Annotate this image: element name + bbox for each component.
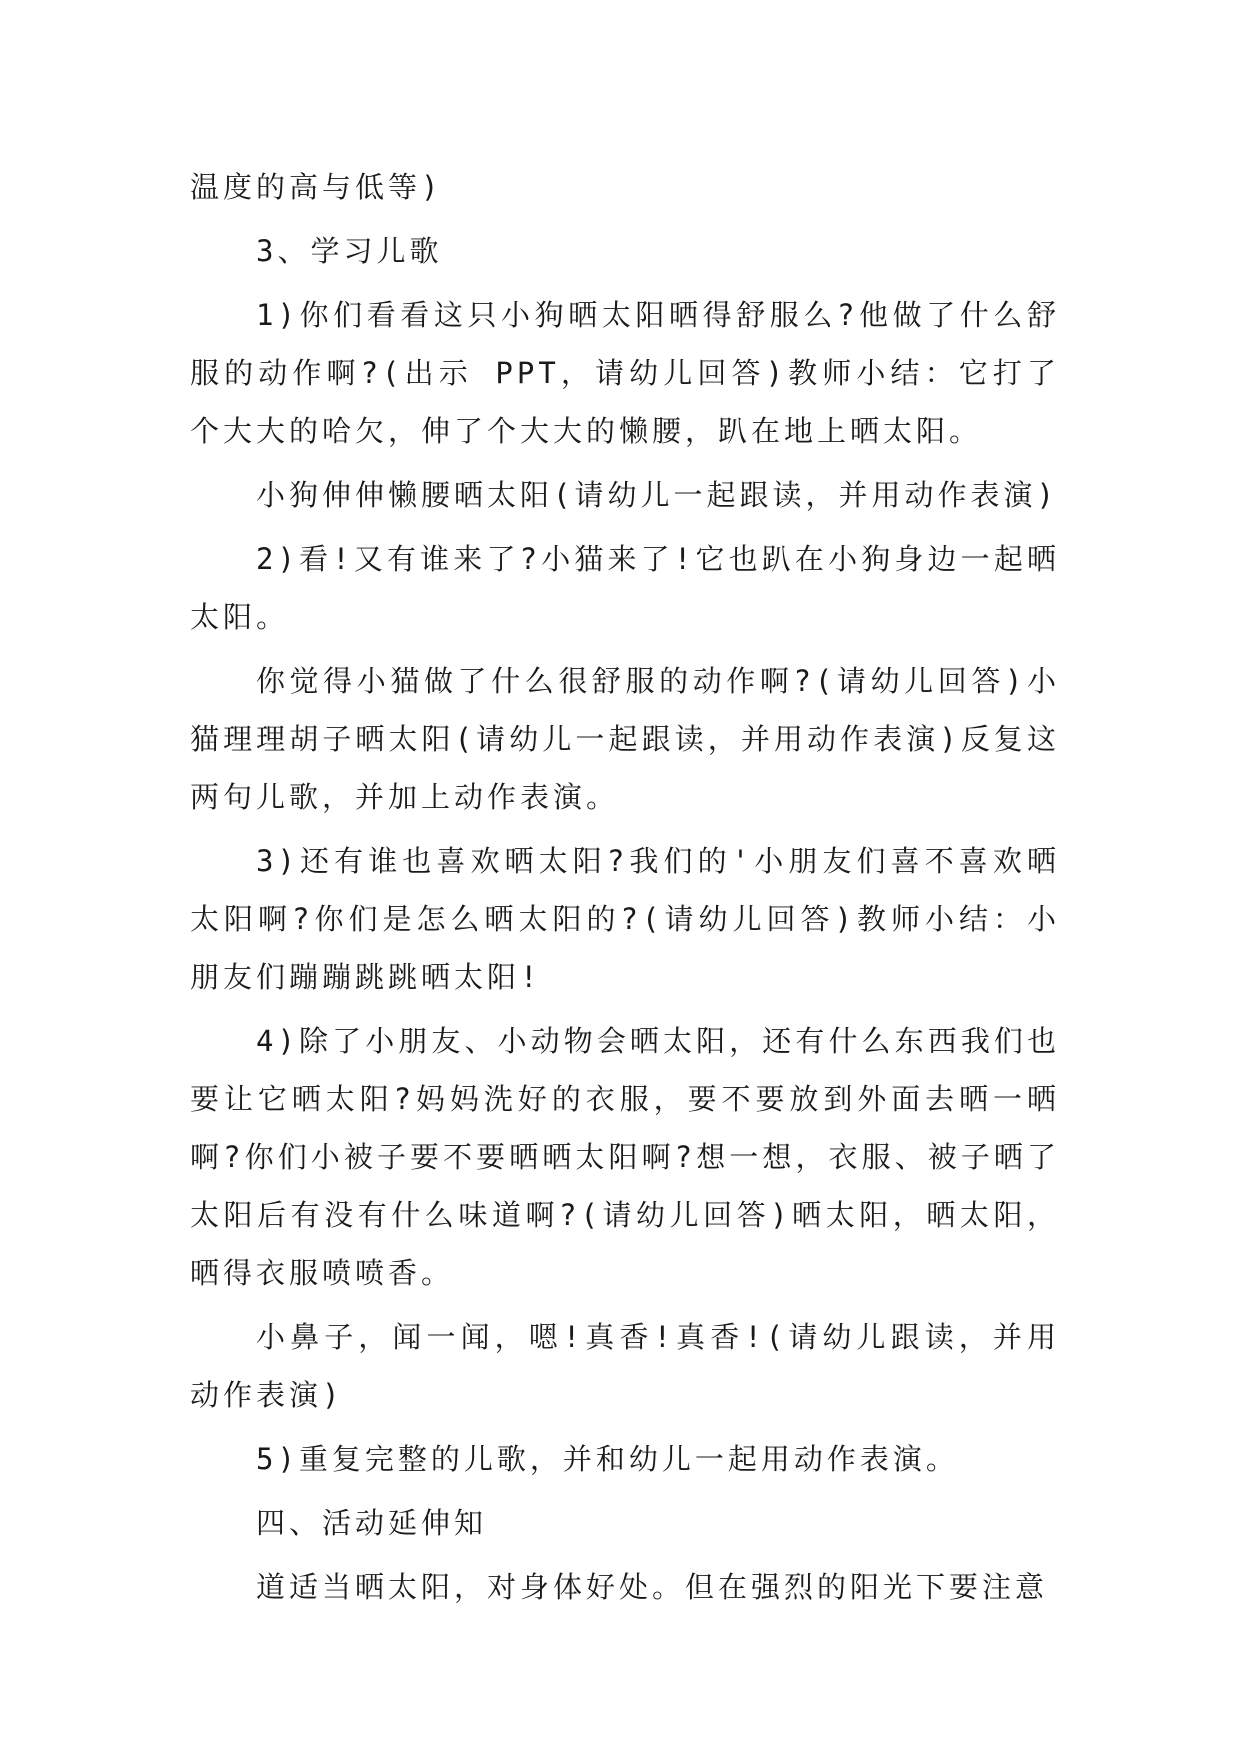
- paragraph-5: 2)看!又有谁来了?小猫来了!它也趴在小狗身边一起晒太阳。: [190, 542, 1060, 634]
- paragraph-8: 4)除了小朋友、小动物会晒太阳，还有什么东西我们也要让它晒太阳?妈妈洗好的衣服，要不要放到外面去晒一晒啊?你们小被子要不要晒晒太阳啊?想一想，衣服、被子晒了太阳后有没有什么味道啊?(请幼儿回答)晒太阳，晒太阳，晒得衣服喷喷香。: [190, 1024, 1060, 1290]
- paragraph-12: 道适当晒太阳，对身体好处。但在强烈的阳光下要注意: [256, 1570, 1049, 1604]
- document-body: [190, 158, 1060, 1616]
- paragraph-4: 小狗伸伸懒腰晒太阳(请幼儿一起跟读，并用动作表演): [256, 478, 1058, 512]
- paragraph-3: 1)你们看看这只小狗晒太阳晒得舒服么?他做了什么舒服的动作啊?(出示 PPT，请幼儿回答)教师小结：它打了个大大的哈欠，伸了个大大的懒腰，趴在地上晒太阳。: [190, 298, 1060, 448]
- paragraph-10: 5)重复完整的儿歌，并和幼儿一起用动作表演。: [256, 1442, 959, 1476]
- paragraph-1: 温度的高与低等): [190, 170, 443, 204]
- paragraph-6: 你觉得小猫做了什么很舒服的动作啊?(请幼儿回答)小猫理理胡子晒太阳(请幼儿一起跟读，并用动作表演)反复这两句儿歌，并加上动作表演。: [190, 664, 1060, 814]
- paragraph-7: 3)还有谁也喜欢晒太阳?我们的'小朋友们喜不喜欢晒太阳啊?你们是怎么晒太阳的?(请幼儿回答)教师小结：小朋友们蹦蹦跳跳晒太阳!: [190, 844, 1060, 994]
- paragraph-9: 小鼻子，闻一闻，嗯!真香!真香!(请幼儿跟读，并用动作表演): [190, 1320, 1060, 1412]
- section-heading-activity-extension: 四、活动延伸知: [256, 1506, 488, 1540]
- section-heading-learn-song: 3、学习儿歌: [256, 234, 443, 268]
